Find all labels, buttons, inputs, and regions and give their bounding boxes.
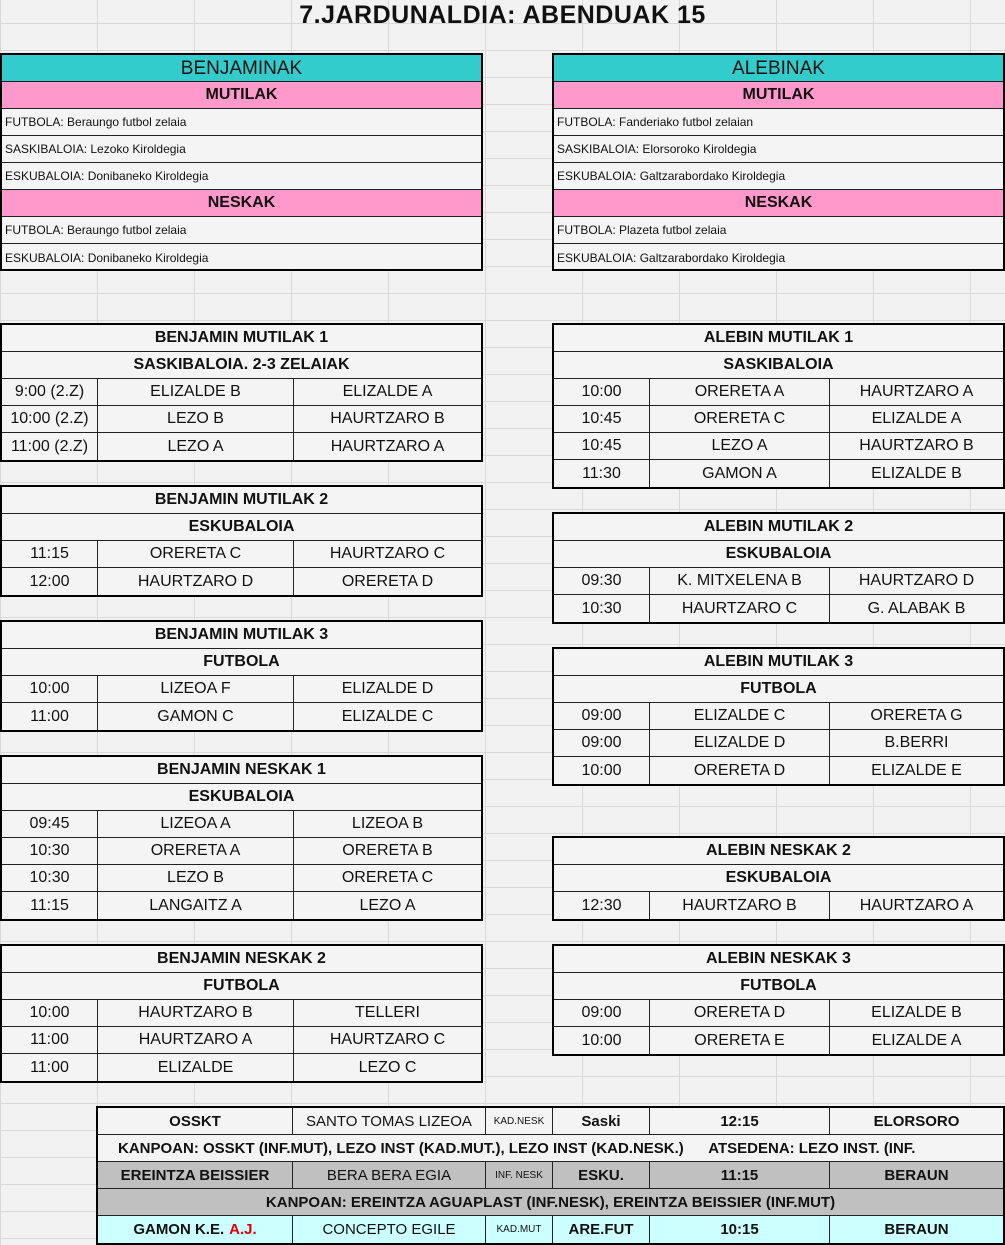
- match-home-team: ORERETA C: [98, 541, 294, 567]
- match-time: 11:30: [554, 460, 650, 487]
- match-away-team: HAURTZARO A: [859, 896, 974, 914]
- group-title: ALEBIN NESKAK 3: [554, 946, 1003, 973]
- match-time: 11:00: [2, 1027, 98, 1053]
- note: KANPOAN: EREINTZA AGUAPLAST (INF.NESK), EREINTZA BEISSIER (INF.MUT): [265, 1193, 836, 1211]
- alebinak-mutilak-header: MUTILAK: [554, 82, 1003, 109]
- match-away-team: HAURTZARO A: [330, 437, 445, 455]
- benjaminak-venues-panel: [0, 53, 483, 271]
- benjaminak-mutilak-header: MUTILAK: [2, 82, 481, 109]
- match-home-team: LANGAITZ A: [98, 892, 294, 919]
- match-time: 12:30: [554, 892, 650, 919]
- group-benjamin-mutilak-2: [0, 485, 483, 597]
- match-home-team: ORERETA D: [650, 1000, 830, 1026]
- match-time: 10:45: [554, 406, 650, 432]
- match-away-team: ELIZALDE B: [871, 464, 962, 482]
- group-title: BENJAMIN MUTILAK 2: [2, 487, 481, 514]
- match-away-team: ELIZALDE E: [871, 761, 962, 779]
- match-away-team: ORERETA G: [870, 707, 963, 724]
- sport: ARE.FUT: [553, 1216, 650, 1243]
- time: 11:15: [650, 1162, 830, 1188]
- match-home-team: ELIZALDE: [98, 1054, 294, 1081]
- match-time: 10:00 (2.Z): [2, 406, 98, 432]
- group-sport: FUTBOLA: [554, 973, 1003, 1000]
- venue-row: FUTBOLA: Fanderiako futbol zelaian: [554, 109, 1003, 136]
- alebinak-neskak-header: NESKAK: [554, 190, 1003, 217]
- match-row: [2, 433, 481, 460]
- venue-row: FUTBOLA: Plazeta futbol zelaia: [554, 217, 1003, 244]
- group-title: BENJAMIN NESKAK 1: [2, 757, 481, 784]
- match-away-team: ELIZALDE C: [341, 707, 434, 725]
- group-benjamin-neskak-1: [0, 755, 483, 921]
- match-time: 09:30: [554, 568, 650, 594]
- match-time: 10:00: [554, 1027, 650, 1054]
- match-time: 11:00 (2.Z): [2, 433, 98, 460]
- match-away-team: HAURTZARO A: [859, 383, 974, 400]
- group-title: BENJAMIN MUTILAK 1: [2, 325, 481, 352]
- match-row: [2, 1027, 481, 1054]
- match-away-team: HAURTZARO B: [330, 410, 445, 427]
- away-team: SANTO TOMAS LIZEOA: [293, 1108, 486, 1134]
- match-home-team: ELIZALDE C: [650, 703, 830, 729]
- home-team-suffix: A.J.: [229, 1221, 257, 1238]
- match-home-team: HAURTZARO B: [98, 1000, 294, 1026]
- group-title: ALEBIN MUTILAK 3: [554, 649, 1003, 676]
- match-away-team: LEZO C: [358, 1058, 417, 1076]
- match-home-team: ORERETA C: [650, 406, 830, 432]
- match-home-team: LEZO B: [98, 865, 294, 891]
- benjaminak-neskak-header: NESKAK: [2, 190, 481, 217]
- venue-row: FUTBOLA: Beraungo futbol zelaia: [2, 217, 481, 244]
- group-alebin-neskak-3: [552, 944, 1005, 1056]
- match-home-team: LEZO A: [98, 433, 294, 460]
- match-row: [554, 460, 1003, 487]
- group-title: ALEBIN NESKAK 2: [554, 838, 1003, 865]
- match-row: [2, 541, 481, 568]
- match-away-team: ORERETA B: [342, 842, 433, 859]
- place: BERAUN: [884, 1166, 949, 1184]
- match-row: [554, 406, 1003, 433]
- match-row: [2, 811, 481, 838]
- match-row: [2, 1000, 481, 1027]
- match-away-team: HAURTZARO C: [329, 545, 446, 562]
- summary-row: [98, 1216, 1003, 1243]
- match-row: [2, 703, 481, 730]
- match-away-team: G. ALABAK B: [867, 599, 966, 617]
- group-alebin-mutilak-1: [552, 323, 1005, 489]
- match-home-team: HAURTZARO D: [98, 568, 294, 595]
- match-away-team: ELIZALDE B: [871, 1004, 962, 1021]
- match-time: 11:00: [2, 703, 98, 730]
- group-sport: SASKIBALOIA: [554, 352, 1003, 379]
- summary-row: [98, 1162, 1003, 1189]
- match-away-team: ORERETA C: [341, 869, 434, 886]
- venue-row: ESKUBALOIA: Galtzarabordako Kiroldegia: [554, 163, 1003, 190]
- match-time: 12:00: [2, 568, 98, 595]
- time: 10:15: [650, 1216, 830, 1243]
- match-row: [2, 892, 481, 919]
- match-home-team: LEZO A: [650, 433, 830, 459]
- group-sport: ESKUBALOIA: [2, 514, 481, 541]
- group-alebin-mutilak-2: [552, 512, 1005, 624]
- match-time: 11:15: [2, 892, 98, 919]
- home-team: OSSKT: [98, 1108, 293, 1134]
- match-home-team: ORERETA E: [650, 1027, 830, 1054]
- category: KAD.NESK: [486, 1108, 553, 1134]
- group-sport: FUTBOLA: [554, 676, 1003, 703]
- match-time: 09:45: [2, 811, 98, 837]
- match-time: 09:00: [554, 1000, 650, 1026]
- group-title: BENJAMIN MUTILAK 3: [2, 622, 481, 649]
- match-time: 11:15: [2, 541, 98, 567]
- summary-note-row: [98, 1189, 1003, 1216]
- match-home-team: ORERETA A: [98, 838, 294, 864]
- group-sport: ESKUBALOIA: [2, 784, 481, 811]
- benjaminak-header: BENJAMINAK: [2, 55, 481, 82]
- match-time: 10:00: [2, 676, 98, 702]
- match-home-team: HAURTZARO A: [98, 1027, 294, 1053]
- time: 12:15: [650, 1108, 830, 1134]
- match-row: [554, 730, 1003, 757]
- alebinak-header: ALEBINAK: [554, 55, 1003, 82]
- match-row: [554, 892, 1003, 919]
- match-row: [2, 568, 481, 595]
- match-home-team: HAURTZARO C: [650, 595, 830, 622]
- group-title: ALEBIN MUTILAK 1: [554, 325, 1003, 352]
- match-away-team: HAURTZARO C: [329, 1031, 446, 1048]
- bottom-summary-table: [96, 1106, 1005, 1245]
- match-row: [2, 379, 481, 406]
- group-sport: ESKUBALOIA: [554, 865, 1003, 892]
- group-benjamin-neskak-2: [0, 944, 483, 1083]
- match-home-team: ORERETA A: [650, 379, 830, 405]
- match-home-team: GAMON A: [650, 460, 830, 487]
- match-home-team: HAURTZARO B: [650, 892, 830, 919]
- match-row: [2, 676, 481, 703]
- match-time: 10:00: [2, 1000, 98, 1026]
- group-sport: SASKIBALOIA. 2-3 ZELAIAK: [2, 352, 481, 379]
- group-benjamin-mutilak-3: [0, 620, 483, 732]
- match-home-team: ELIZALDE D: [650, 730, 830, 756]
- category: KAD.MUT: [486, 1216, 553, 1243]
- group-sport: ESKUBALOIA: [554, 541, 1003, 568]
- match-row: [554, 1027, 1003, 1054]
- match-time: 10:30: [2, 865, 98, 891]
- venue-row: ESKUBALOIA: Donibaneko Kiroldegia: [5, 250, 209, 265]
- match-row: [554, 379, 1003, 406]
- match-home-team: LIZEOA F: [98, 676, 294, 702]
- page-title: 7.JARDUNALDIA: ABENDUAK 15: [299, 1, 706, 29]
- sport: Saski: [553, 1108, 650, 1134]
- match-away-team: ELIZALDE D: [341, 680, 434, 697]
- match-home-team: LIZEOA A: [98, 811, 294, 837]
- match-row: [554, 703, 1003, 730]
- match-away-team: HAURTZARO B: [859, 437, 974, 454]
- match-row: [554, 595, 1003, 622]
- away-team: BERA BERA EGIA: [293, 1162, 486, 1188]
- home-team: EREINTZA BEISSIER: [98, 1162, 293, 1188]
- group-title: BENJAMIN NESKAK 2: [2, 946, 481, 973]
- match-away-team: LIZEOA B: [351, 815, 424, 832]
- group-alebin-neskak-2: [552, 836, 1005, 921]
- venue-row: ESKUBALOIA: Galtzarabordako Kiroldegia: [557, 250, 786, 265]
- match-row: [554, 568, 1003, 595]
- venue-row: SASKIBALOIA: Lezoko Kiroldegia: [2, 136, 481, 163]
- match-row: [554, 433, 1003, 460]
- match-away-team: ORERETA D: [341, 572, 434, 590]
- match-home-team: ORERETA D: [650, 757, 830, 784]
- match-time: 11:00: [2, 1054, 98, 1081]
- venue-row: ESKUBALOIA: Donibaneko Kiroldegia: [2, 163, 481, 190]
- match-time: 09:00: [554, 730, 650, 756]
- match-away-team: B.BERRI: [884, 734, 949, 751]
- match-away-team: ELIZALDE A: [342, 383, 433, 400]
- home-team-name: GAMON K.E.: [133, 1221, 225, 1238]
- match-row: [2, 1054, 481, 1081]
- alebinak-venues-panel: [552, 53, 1005, 271]
- sport: ESKU.: [553, 1162, 650, 1188]
- match-time: 10:30: [554, 595, 650, 622]
- match-away-team: ELIZALDE A: [871, 1031, 962, 1049]
- group-alebin-mutilak-3: [552, 647, 1005, 786]
- match-time: 09:00: [554, 703, 650, 729]
- match-row: [2, 838, 481, 865]
- group-benjamin-mutilak-1: [0, 323, 483, 462]
- match-home-team: K. MITXELENA B: [650, 568, 830, 594]
- match-away-team: HAURTZARO D: [858, 572, 975, 589]
- match-home-team: LEZO B: [98, 406, 294, 432]
- group-sport: FUTBOLA: [2, 649, 481, 676]
- match-time: 10:30: [2, 838, 98, 864]
- match-home-team: GAMON C: [98, 703, 294, 730]
- away-team: CONCEPTO EGILE: [293, 1216, 486, 1243]
- match-away-team: ELIZALDE A: [871, 410, 962, 427]
- match-away-team: LEZO A: [359, 896, 416, 914]
- place: BERAUN: [884, 1221, 949, 1238]
- match-row: [554, 757, 1003, 784]
- match-row: [2, 865, 481, 892]
- category: INF. NESK: [486, 1162, 553, 1188]
- match-time: 9:00 (2.Z): [2, 379, 98, 405]
- match-time: 10:00: [554, 379, 650, 405]
- match-row: [554, 1000, 1003, 1027]
- match-away-team: TELLERI: [355, 1004, 420, 1021]
- home-team: [98, 1216, 293, 1243]
- venue-row: SASKIBALOIA: Elorsoroko Kiroldegia: [554, 136, 1003, 163]
- note: KANPOAN: OSSKT (INF.MUT), LEZO INST (KAD.MUT.), LEZO INST (KAD.NESK.) ATSEDENA: LEZO INST. (INF.: [118, 1139, 916, 1157]
- match-home-team: ELIZALDE B: [98, 379, 294, 405]
- group-sport: FUTBOLA: [2, 973, 481, 1000]
- summary-row: [98, 1108, 1003, 1135]
- match-row: [2, 406, 481, 433]
- summary-note-row: [98, 1135, 1003, 1162]
- group-title: ALEBIN MUTILAK 2: [554, 514, 1003, 541]
- match-time: 10:45: [554, 433, 650, 459]
- match-time: 10:00: [554, 757, 650, 784]
- venue-row: FUTBOLA: Beraungo futbol zelaia: [2, 109, 481, 136]
- place: ELORSORO: [873, 1112, 960, 1130]
